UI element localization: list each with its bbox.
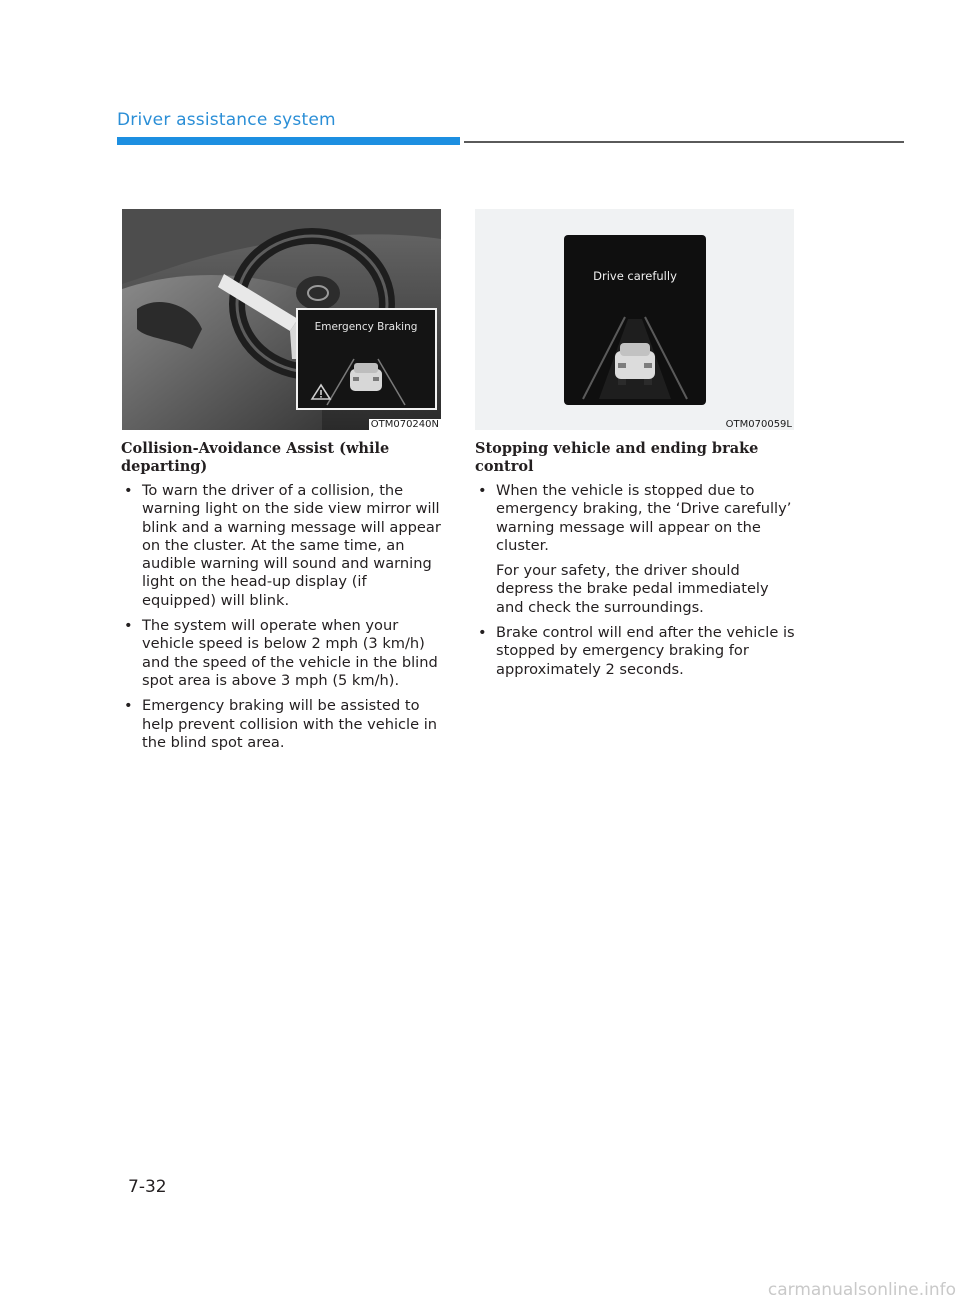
figure-code-right: OTM070059L bbox=[725, 419, 792, 430]
heading-collision-avoidance-departing: Collision-Avoidance Assist (while departing) bbox=[121, 440, 390, 475]
list-item bbox=[475, 482, 800, 617]
cluster-message-emergency-braking: Emergency Braking bbox=[314, 321, 418, 333]
list-item-text: To warn the driver of a collision, the warning light on the side view mirror will blink and a warning message will appear on the cluster. At the same time, an audible warning will sound and warning light on the head-up display (if equipped) will blink. bbox=[142, 482, 441, 609]
list-item bbox=[121, 697, 441, 752]
figure-cluster-drive-carefully bbox=[475, 209, 794, 430]
list-item-text: Brake control will end after the vehicle is stopped by emergency braking for approximately 2 seconds. bbox=[496, 624, 795, 678]
left-text-column bbox=[121, 440, 441, 759]
section-title: Driver assistance system bbox=[117, 110, 336, 130]
list-item bbox=[475, 624, 800, 679]
bullet-list-right bbox=[475, 482, 800, 679]
bullet-glyph: • bbox=[478, 624, 487, 642]
header-rule-blue bbox=[117, 137, 460, 145]
figure-code-left: OTM070240N bbox=[370, 419, 439, 430]
bullet-glyph: • bbox=[124, 697, 133, 715]
list-item-text: When the vehicle is stopped due to emergency braking, the ‘Drive carefully’ warning message will appear on the cluster. bbox=[496, 482, 792, 554]
page-number: 7-32 bbox=[128, 1177, 167, 1197]
bullet-list-left bbox=[121, 482, 441, 752]
right-text-column bbox=[475, 440, 800, 686]
dashboard-illustration bbox=[122, 209, 441, 430]
bullet-glyph: • bbox=[124, 482, 133, 499]
list-item-text: Emergency braking will be assisted to help prevent collision with the vehicle in the blind spot area. bbox=[142, 697, 438, 751]
header-rule-grey bbox=[464, 141, 904, 143]
list-item bbox=[121, 482, 441, 610]
watermark: carmanualsonline.info bbox=[767, 1280, 956, 1300]
list-item-note: For your safety, the driver should depress the brake pedal immediately and check the surroundings. bbox=[496, 562, 769, 616]
heading-stopping-vehicle: Stopping vehicle and ending brake control bbox=[475, 440, 759, 475]
figure-dashboard-emergency-braking bbox=[122, 209, 441, 430]
bullet-glyph: • bbox=[124, 617, 133, 635]
cluster-illustration bbox=[475, 209, 794, 430]
cluster-message-drive-carefully: Drive carefully bbox=[593, 269, 677, 283]
list-item-text: The system will operate when your vehicle speed is below 2 mph (3 km/h) and the speed of the vehicle in the blind spot area is above 3 mph (5 km/h). bbox=[142, 617, 438, 689]
bullet-glyph: • bbox=[478, 482, 487, 499]
list-item bbox=[121, 617, 441, 690]
